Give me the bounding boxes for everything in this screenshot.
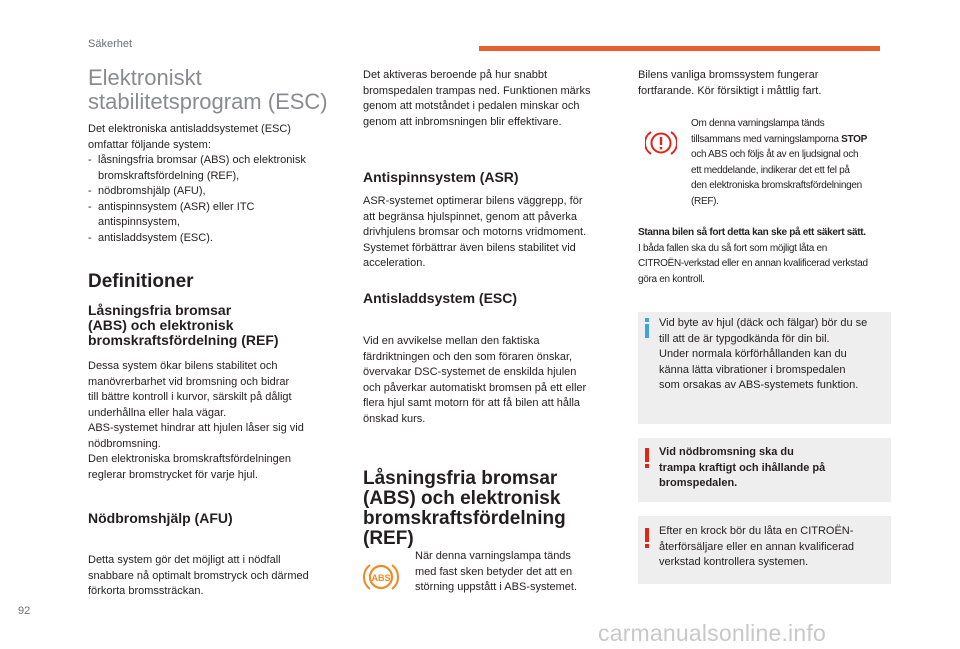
- text-line: önskad kurs.: [363, 412, 426, 425]
- text-line: till bättre kontroll i kurvor, särskilt på dåligt: [88, 391, 292, 403]
- text-line: Det aktiveras beroende på hur snabbt: [363, 69, 548, 81]
- text-line: (REF).: [691, 195, 719, 207]
- text-line: Under normala körförhållanden kan du: [659, 348, 847, 360]
- alert-box: [638, 438, 891, 502]
- exclamation-icon: [644, 448, 650, 468]
- text-line: övervakar DSC-systemet de enskilda hjulen: [363, 366, 577, 378]
- heading-line: Låsningsfria bromsar: [363, 468, 558, 489]
- text-line: Dessa system ökar bilens stabilitet och: [88, 360, 278, 372]
- text-line: och ABS och följs åt av en ljudsignal och: [691, 149, 859, 160]
- heading-line: bromskraftsfördelning (REF): [88, 332, 279, 348]
- text-line: bromspedalen trampas ned. Funktionen märks: [363, 84, 591, 97]
- text-line: genom att inbromsningen blir effektivare.: [363, 115, 562, 128]
- text-line: omfattar följande system:: [88, 138, 211, 151]
- heading-line: (REF): [363, 528, 414, 549]
- heading-line: Låsningsfria bromsar: [88, 302, 232, 318]
- stop-lamp-label: STOP: [841, 133, 868, 145]
- text-line: färdriktningen och den som föraren önskar,: [363, 350, 573, 363]
- text-line: När denna varningslampa tänds: [415, 550, 571, 562]
- text-line: som orsakas av ABS-systemets funktion.: [659, 379, 859, 391]
- text-line: Systemet förbättrar även bilens stabilitet vid: [363, 241, 576, 254]
- stop-instructions: [638, 225, 893, 287]
- text-line: Efter en krock bör du låta en CITROËN-: [659, 525, 854, 537]
- text-line: ABS-systemet hindrar att hjulen låser sig vid: [88, 422, 304, 434]
- text-line: antispinnsystem,: [98, 216, 180, 228]
- text-line: manövrerbarhet vid bromsning och bidrar: [88, 375, 290, 388]
- collision-box: [638, 516, 891, 584]
- text-line: störning uppstått i ABS-systemet.: [415, 581, 578, 593]
- text-line: flera hjul samt motorn för att få bilen att hålla: [363, 397, 581, 409]
- text-line: genom att motståndet i pedalen minskar och: [363, 100, 580, 112]
- text-line: Vid byte av hjul (däck och fälgar) bör du se: [659, 317, 868, 329]
- text-line: att begränsa hjulspinnet, genom att påverka: [363, 210, 578, 223]
- list-item: [88, 153, 350, 184]
- text-line: förkorta bromssträckan.: [88, 585, 204, 597]
- text-line: verkstad kontrollera systemen.: [659, 556, 809, 568]
- text-line: Den elektroniska bromskraftsfördelningen: [88, 453, 291, 465]
- text-line: med fast sken betyder det att en: [415, 565, 573, 578]
- watermark: carmanualsonline.info: [598, 620, 826, 646]
- text-line: - antisladdsystem (ESC).: [98, 231, 213, 244]
- text-fragment: tillsammans med varningslamporna: [691, 133, 842, 145]
- info-box: [638, 312, 891, 424]
- info-icon: [644, 318, 650, 338]
- text-line: återförsäljare eller en annan kvalificerad: [659, 540, 855, 553]
- asr-heading: Antispinnsystem (ASR): [363, 169, 519, 185]
- afu-heading: Nödbromshjälp (AFU): [88, 510, 233, 526]
- section-label: Säkerhet: [88, 38, 133, 50]
- brake-lamp-description: [691, 116, 891, 209]
- abs-ref-heading: [363, 469, 628, 549]
- text-line: - antispinnsystem (ASR) eller ITC: [98, 200, 255, 213]
- text-line: - nödbromshjälp (AFU),: [98, 185, 206, 197]
- text-line: underhållna eller hala vägar.: [88, 406, 227, 419]
- text-line: Bilens vanliga bromssystem fungerar: [638, 69, 819, 81]
- text-line: trampa kraftigt och ihållande på: [659, 461, 826, 474]
- title-line: stabilitetsprogram (ESC): [88, 89, 328, 114]
- title-line: Elektroniskt: [88, 65, 202, 90]
- header-accent-bar: [479, 46, 880, 51]
- system-list: [88, 153, 350, 246]
- exclamation-icon: [644, 528, 650, 548]
- text-line: Stanna bilen så fort detta kan ske på ett säkert sätt.: [638, 227, 866, 238]
- afu-description: [88, 553, 358, 600]
- heading-line: (ABS) och elektronisk: [88, 317, 234, 333]
- info-text: [659, 316, 889, 394]
- text-line: den elektroniska bromskraftsfördelningen: [691, 180, 862, 191]
- afu-continued: [363, 68, 628, 130]
- text-line: - låsningsfria bromsar (ABS) och elektronisk: [98, 154, 306, 166]
- list-item: [88, 184, 350, 200]
- asr-description: [363, 194, 628, 272]
- esc-description: [363, 334, 628, 427]
- abs-description: [88, 359, 358, 483]
- page-number: 92: [18, 605, 31, 617]
- text-line: reglerar bromstrycket för varje hjul.: [88, 468, 258, 481]
- brake-warning-lamp-icon: [645, 128, 677, 158]
- text-line: nödbromsning.: [88, 437, 161, 450]
- text-line: bromskraftsfördelning (REF),: [98, 169, 240, 182]
- alert-text: [659, 445, 889, 492]
- abs-lamp-description: [415, 549, 630, 596]
- abs-heading: [88, 303, 358, 348]
- text-line: till att de är typgodkända för din bil.: [659, 332, 830, 345]
- list-item: [88, 200, 350, 231]
- text-line: Vid en avvikelse mellan den faktiska: [363, 335, 540, 347]
- text-line: [691, 132, 891, 148]
- text-line: göra en kontroll.: [638, 273, 705, 285]
- text-line: Vid nödbromsning ska du: [659, 446, 794, 458]
- heading-line: (ABS) och elektronisk: [363, 488, 561, 509]
- collision-text: [659, 524, 889, 571]
- esc-intro: [88, 122, 348, 153]
- brake-intro: [638, 68, 893, 99]
- page-title: [88, 66, 348, 114]
- text-line: CITROËN-verkstad eller en annan kvalificerad verkstad: [638, 258, 868, 269]
- text-line: känna lätta vibrationer i bromspedalen: [659, 363, 846, 376]
- abs-warning-lamp-icon: [363, 560, 399, 594]
- text-line: bromspedalen.: [659, 477, 738, 489]
- text-line: Det elektroniska antisladdsystemet (ESC): [88, 123, 291, 135]
- abs-lamp-label: ABS: [371, 573, 391, 583]
- text-line: ett meddelande, indikerar det ett fel på: [691, 164, 850, 176]
- text-line: acceleration.: [363, 257, 426, 269]
- text-line: I båda fallen ska du så fort som möjligt låta en: [638, 242, 828, 254]
- text-line: ASR-systemet optimerar bilens väggrepp, för: [363, 195, 583, 207]
- text-line: och påverkar automatiskt bromsen på ett eller: [363, 381, 587, 394]
- heading-line: bromskraftsfördelning: [363, 508, 566, 529]
- text-line: Detta system gör det möjligt att i nödfall: [88, 554, 281, 566]
- text-line: snabbare nå optimalt bromstryck och därmed: [88, 569, 309, 582]
- text-line: fortfarande. Kör försiktigt i måttlig fart.: [638, 84, 822, 97]
- list-item: [88, 231, 350, 247]
- text-line: drivhjulens bromsar och motorns vridmoment.: [363, 226, 587, 238]
- esc-heading: Antisladdsystem (ESC): [363, 290, 518, 306]
- text-line: Om denna varningslampa tänds: [691, 118, 825, 129]
- definitions-heading: Definitioner: [88, 271, 194, 292]
